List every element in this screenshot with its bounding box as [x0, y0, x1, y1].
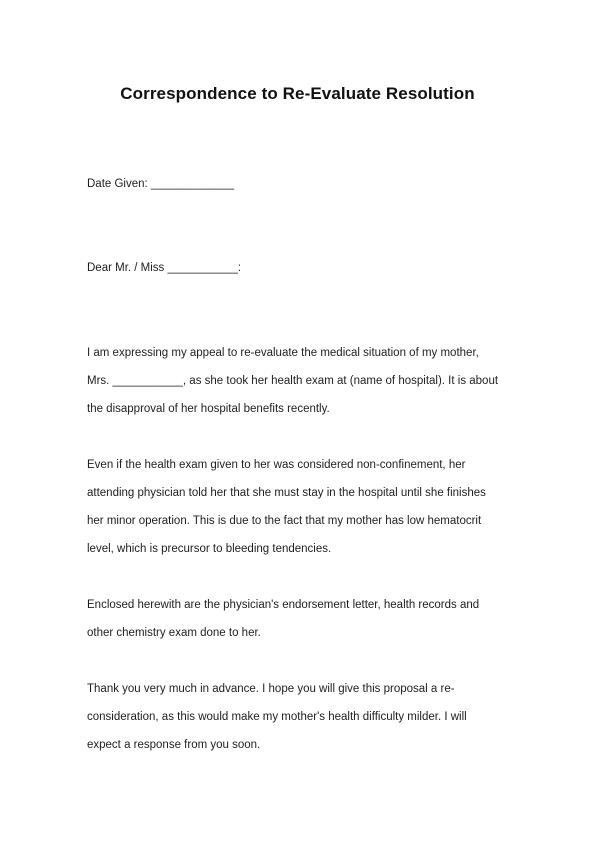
paragraph-2-line-2: attending physician told her that she must stay in the hospital until she finishes — [87, 487, 486, 499]
letter-title: Correspondence to Re-Evaluate Resolution — [120, 84, 475, 103]
paragraph-1-line-3: the disapproval of her hospital benefits recently. — [87, 403, 330, 415]
paragraph-3-line-2: other chemistry exam done to her. — [87, 627, 261, 639]
salutation-line: Dear Mr. / Miss ___________: — [87, 262, 242, 274]
paragraph-2-line-1: Even if the health exam given to her was considered non-confinement, her — [87, 459, 466, 471]
paragraph-2-line-3: her minor operation. This is due to the fact that my mother has low hematocrit — [87, 515, 482, 527]
paragraph-4-line-1: Thank you very much in advance. I hope you will give this proposal a re- — [87, 683, 455, 695]
paragraph-1-line-2: Mrs. ___________, as she took her health exam at (name of hospital). It is about — [87, 375, 499, 387]
paragraph-2-line-4: level, which is precursor to bleeding tendencies. — [87, 543, 332, 555]
paragraph-4-line-2: consideration, as this would make my mother's health difficulty milder. I will — [87, 711, 467, 723]
paragraph-1-line-1: I am expressing my appeal to re-evaluate the medical situation of my mother, — [87, 347, 479, 359]
date-given-line: Date Given: _____________ — [87, 178, 235, 190]
paragraph-3-line-1: Enclosed herewith are the physician's endorsement letter, health records and — [87, 599, 480, 611]
paragraph-4-line-3: expect a response from you soon. — [87, 739, 261, 751]
